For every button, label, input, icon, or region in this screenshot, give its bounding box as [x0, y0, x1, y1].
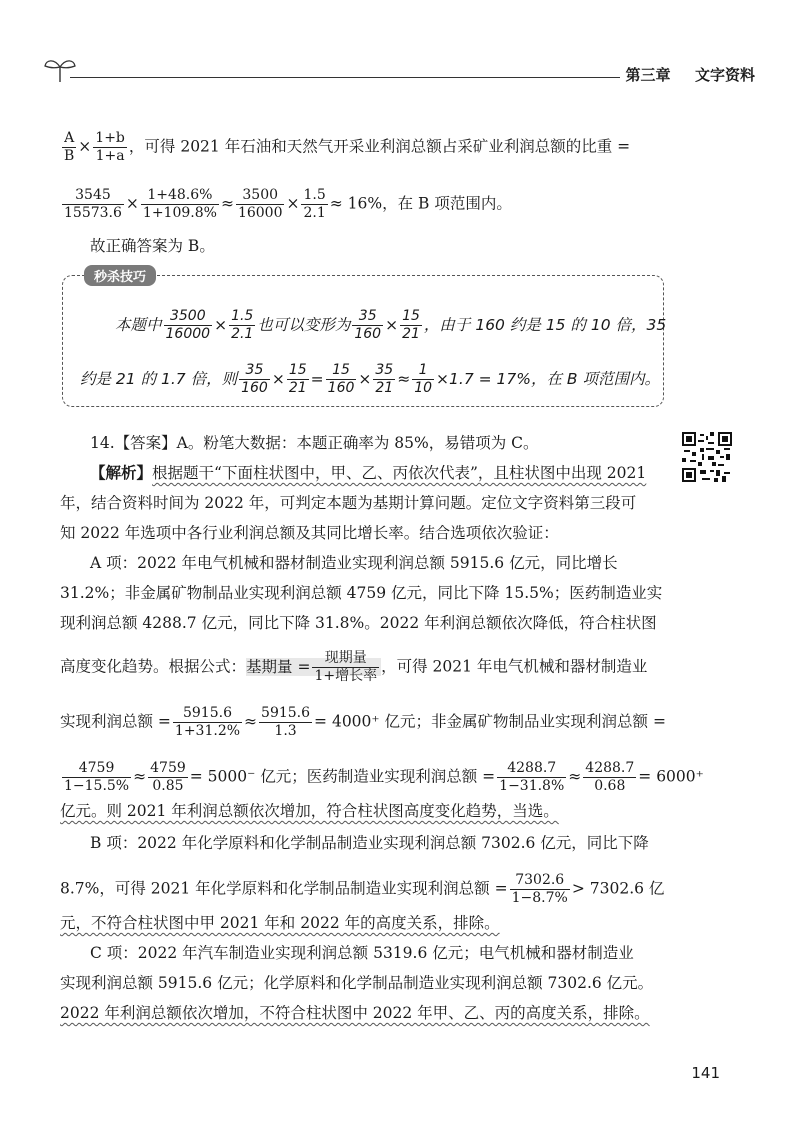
header: [30, 48, 770, 88]
option-a-4: 高度变化趋势。根据公式：基期量 = $\frac{\text{现期量}}{\text{1+增长率}}$ ，可得 2021 年电气机械和器材制造业: [60, 650, 648, 684]
fraction: $\frac{5915.6}{1.3}$: [261, 705, 311, 739]
q14-answer: 14.【答案】A。粉笔大数据：本题正确率为 85%，易错项为 C。: [90, 434, 539, 452]
fraction: $\frac{35}{160}$: [241, 362, 268, 396]
option-a-1: A 项：2022 年电气机械和器材制造业实现利润总额 5915.6 亿元，同比增长: [90, 554, 618, 572]
fraction: $\frac{3500}{16000}$: [165, 308, 211, 342]
answer-line: 故正确答案为 B。: [90, 237, 215, 255]
q14-analysis-1: 【解析】根据题干“下面柱状图中，甲、乙、丙依次代表”，且柱状图中出现 2021: [90, 463, 647, 482]
fraction: $\frac{15}{21}$: [288, 362, 307, 396]
fraction: $\frac{4288.7}{0.68}$: [585, 760, 635, 794]
option-a-6: $\frac{4759}{1-15.5\%}$ ≈ $\frac{4759}{0.85}$ = 5000⁻ 亿元；医药制造业实现利润总额 = $\frac{4288.7}{1-31.8\%}$ ≈ $\frac{4288.7}{0.68}$ = 6000⁺: [64, 760, 704, 794]
option-c-1: C 项：2022 年汽车制造业实现利润总额 5319.6 亿元；电气机械和器材制造业: [90, 944, 634, 962]
option-b-2: 8.7%，可得 2021 年化学原料和化学制品制造业实现利润总额 = $\frac{7302.6}{1-8.7\%}$ > 7302.6 亿: [60, 872, 665, 906]
fraction: $\frac{\text{现期量}}{\text{1+增长率}}$: [314, 650, 378, 684]
fraction: $\frac{5915.6}{1+31.2\%}$: [174, 705, 241, 739]
option-a-5: 实现利润总额 = $\frac{5915.6}{1+31.2\%}$ ≈ $\frac{5915.6}{1.3}$ = 4000⁺ 亿元；非金属矿物制品业实现利润总额 =: [60, 705, 666, 739]
option-b-3: 元，不符合柱状图中甲 2021 年和 2022 年的高度关系，排除。: [60, 914, 500, 932]
fraction: $\frac{A}{B}$: [64, 130, 75, 164]
option-a-2: 31.2%；非金属矿物制品业实现利润总额 4759 亿元，同比下降 15.5%；医药制造业实: [60, 584, 663, 602]
q14-analysis-2: 年，结合资料时间为 2022 年，可判定本题为基期计算问题。定位文字资料第三段可: [60, 494, 637, 512]
fraction: $\frac{1.5}{2.1}$: [303, 187, 326, 221]
fraction: $\frac{1+48.6\%}{1+109.8\%}$: [142, 187, 217, 221]
chapter-title: 文字资料: [694, 66, 755, 84]
option-a-3: 现利润总额 4288.7 亿元，同比下降 31.8%。2022 年利润总额依次降低，符合柱状图: [60, 614, 657, 632]
fraction: $\frac{7302.6}{1-8.7\%}$: [511, 872, 568, 906]
fraction: $\frac{1}{10}$: [414, 362, 433, 396]
fraction: $\frac{15}{160}$: [327, 362, 355, 396]
fraction: $\frac{4288.7}{1-31.8\%}$: [499, 760, 565, 794]
fraction: $\frac{15}{21}$: [402, 308, 420, 342]
formula-line-1: $\frac{A}{B}$ × $\frac{1+b}{1+a}$ ，可得 2021 年石油和天然气开采业利润总额占采矿业利润总额的比重 =: [64, 130, 631, 164]
option-a-7: 亿元。则 2021 年利润总额依次增加，符合柱状图高度变化趋势，当选。: [60, 802, 559, 820]
fraction: $\frac{3545}{15573.6}$: [64, 187, 122, 221]
option-c-3: 2022 年利润总额依次增加，不符合柱状图中 2022 年甲、乙、丙的高度关系，排除。: [60, 1004, 650, 1022]
chapter-label: 第三章: [625, 66, 671, 84]
page-number: 141: [691, 1064, 720, 1082]
tip-line-2: 约是 21 的 1.7 倍，则 $\frac{35}{160}$ × $\frac{15}{21}$ = $\frac{15}{160}$ × $\frac{35}{21}$ ≈ $\frac{1}{10}$ ×1.7 = 17%，在 B 项范围内。: [80, 362, 660, 396]
fraction: $\frac{4759}{1-15.5\%}$: [64, 760, 130, 794]
fraction: $\frac{1+b}{1+a}$: [95, 130, 125, 164]
fraction: $\frac{1.5}{2.1}$: [231, 308, 254, 342]
fraction: $\frac{35}{21}$: [375, 362, 394, 396]
q14-analysis-3: 知 2022 年选项中各行业利润总额及其同比增长率。结合选项依次验证：: [60, 524, 559, 542]
tip-line-1: 本题中 $\frac{3500}{16000}$ × $\frac{1.5}{2.1}$ 也可以变形为 $\frac{35}{160}$ × $\frac{15}{21}$ ，由于 160 约是 15 的 10 倍，35: [115, 308, 667, 342]
tip-box-label: 秒杀技巧: [84, 265, 156, 286]
option-c-2: 实现利润总额 5915.6 亿元；化学原料和化学制品制造业实现利润总额 7302.6 亿元。: [60, 974, 654, 992]
fraction: $\frac{35}{160}$: [354, 308, 382, 342]
fraction: $\frac{3500}{16000}$: [237, 187, 283, 221]
formula-line-2: $\frac{3545}{15573.6}$ × $\frac{1+48.6\%}{1+109.8\%}$ ≈ $\frac{3500}{16000}$ × $\frac{1.5}{2.1}$ ≈ 16%，在 B 项范围内。: [64, 187, 512, 221]
fraction: $\frac{4759}{0.85}$: [150, 760, 186, 794]
header-rule: [70, 77, 620, 78]
sprout-icon: [40, 52, 80, 86]
option-b-1: B 项：2022 年化学原料和化学制品制造业实现利润总额 7302.6 亿元，同比下降: [90, 834, 649, 852]
